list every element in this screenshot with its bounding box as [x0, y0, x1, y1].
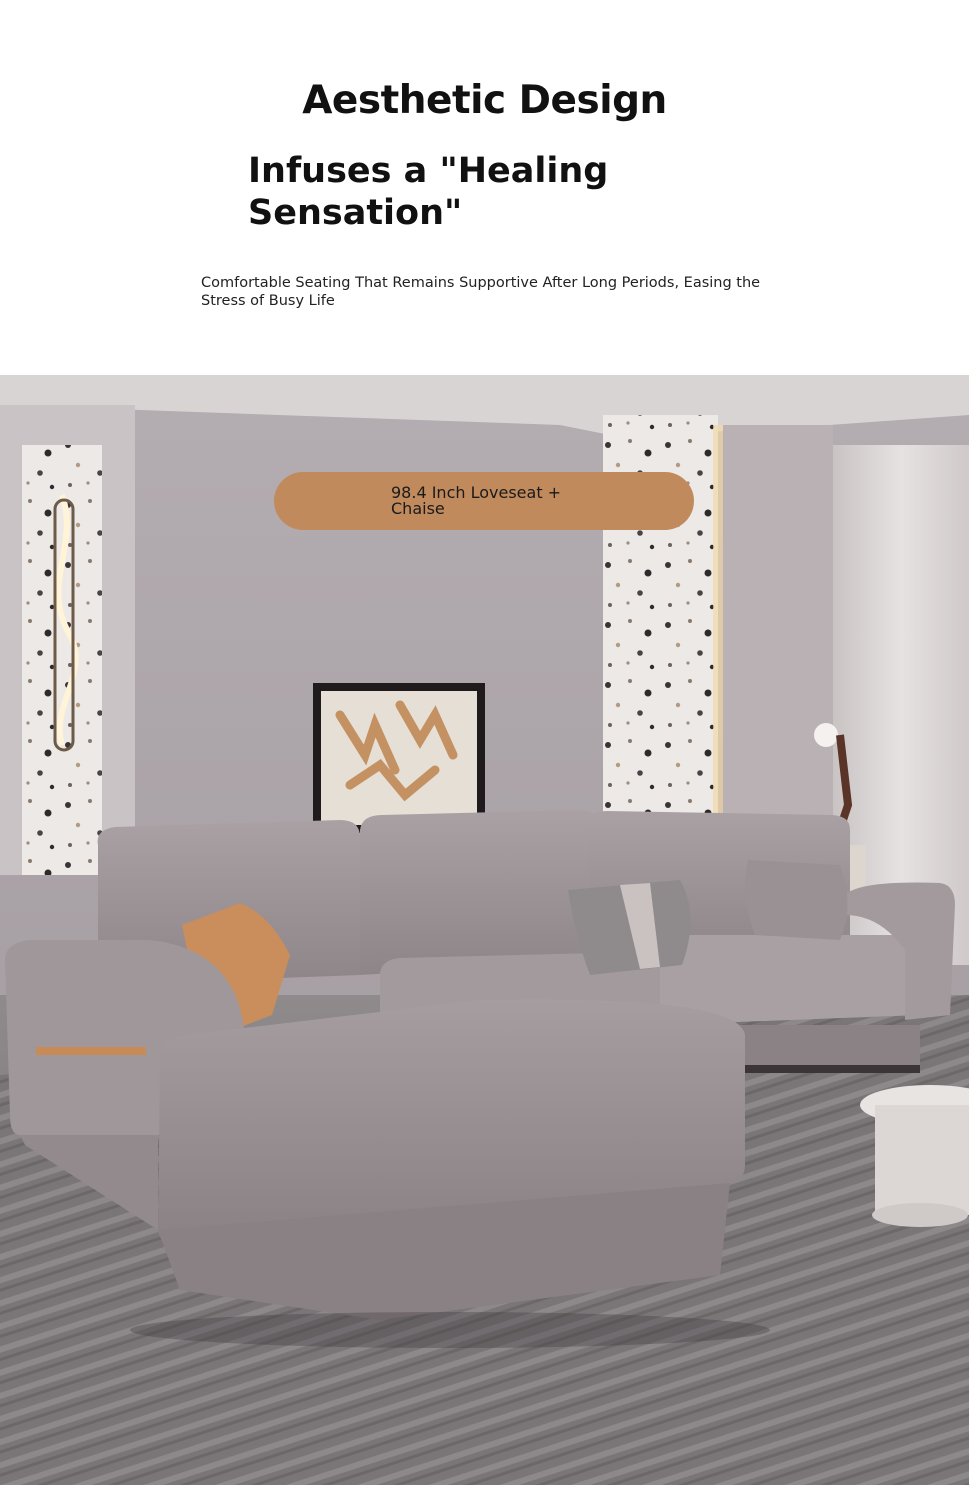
header-section — [0, 0, 969, 375]
living-room-illustration — [0, 375, 969, 1485]
page-subtitle — [248, 150, 728, 234]
description-line-2: Stress of Busy Life — [201, 293, 335, 309]
description-line-1: Comfortable Seating That Remains Supportive After Long Periods, Easing the — [201, 275, 761, 291]
size-badge-line-2: Chaise — [391, 499, 445, 518]
bottom-margin — [0, 1485, 969, 1500]
size-badge-label — [391, 485, 621, 517]
description — [201, 274, 801, 310]
size-badge-line-1: 98.4 Inch Loveseat + — [391, 483, 562, 502]
page-title: Aesthetic Design — [302, 78, 667, 123]
subtitle-line-1: Infuses a "Healing — [248, 151, 609, 191]
subtitle-line-2: Sensation" — [248, 193, 463, 233]
product-photo — [0, 375, 969, 1485]
